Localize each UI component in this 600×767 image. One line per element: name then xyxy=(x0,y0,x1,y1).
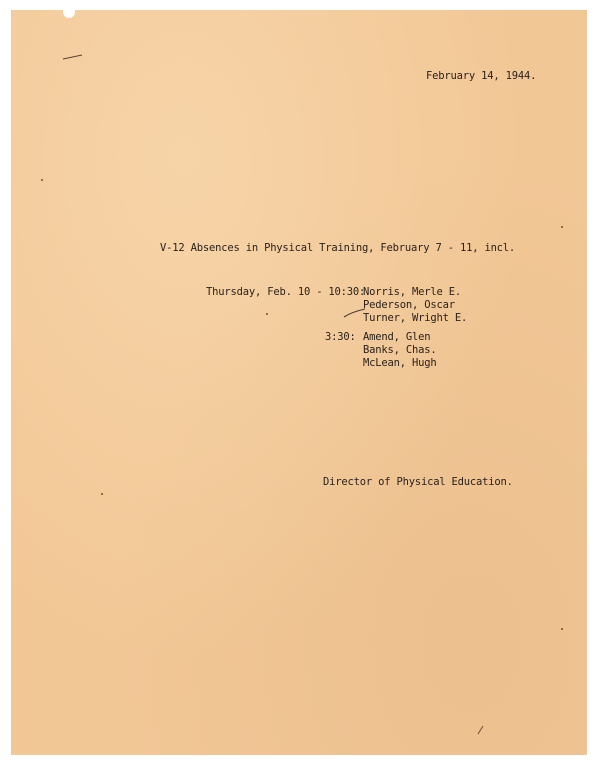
session-2-label: 3:30: xyxy=(325,331,356,343)
session-1-name-2: Pederson, Oscar xyxy=(363,299,455,311)
paper-speck xyxy=(266,313,268,315)
session-2-name-1: Amend, Glen xyxy=(363,331,431,343)
document-page xyxy=(11,10,587,755)
paper-mark xyxy=(62,52,84,62)
letter-subject: V-12 Absences in Physical Training, February 7 - 11, incl. xyxy=(160,242,516,254)
paper-speck xyxy=(101,493,103,495)
session-1-name-1: Norris, Merle E. xyxy=(363,286,461,298)
paper-speck xyxy=(561,226,563,228)
session-2-name-2: Banks, Chas. xyxy=(363,344,437,356)
signature-line: Director of Physical Education. xyxy=(323,476,513,488)
paper-speck xyxy=(561,628,563,630)
session-2-name-3: McLean, Hugh xyxy=(363,357,437,369)
session-1-label: Thursday, Feb. 10 - 10:30: xyxy=(206,286,366,298)
session-1-name-3: Turner, Wright E. xyxy=(363,312,468,324)
paper-mark-bottom xyxy=(476,724,486,736)
letter-date: February 14, 1944. xyxy=(426,70,537,82)
pencil-check-mark xyxy=(342,306,368,320)
paper-speck xyxy=(41,179,43,181)
paper-notch xyxy=(63,10,75,18)
